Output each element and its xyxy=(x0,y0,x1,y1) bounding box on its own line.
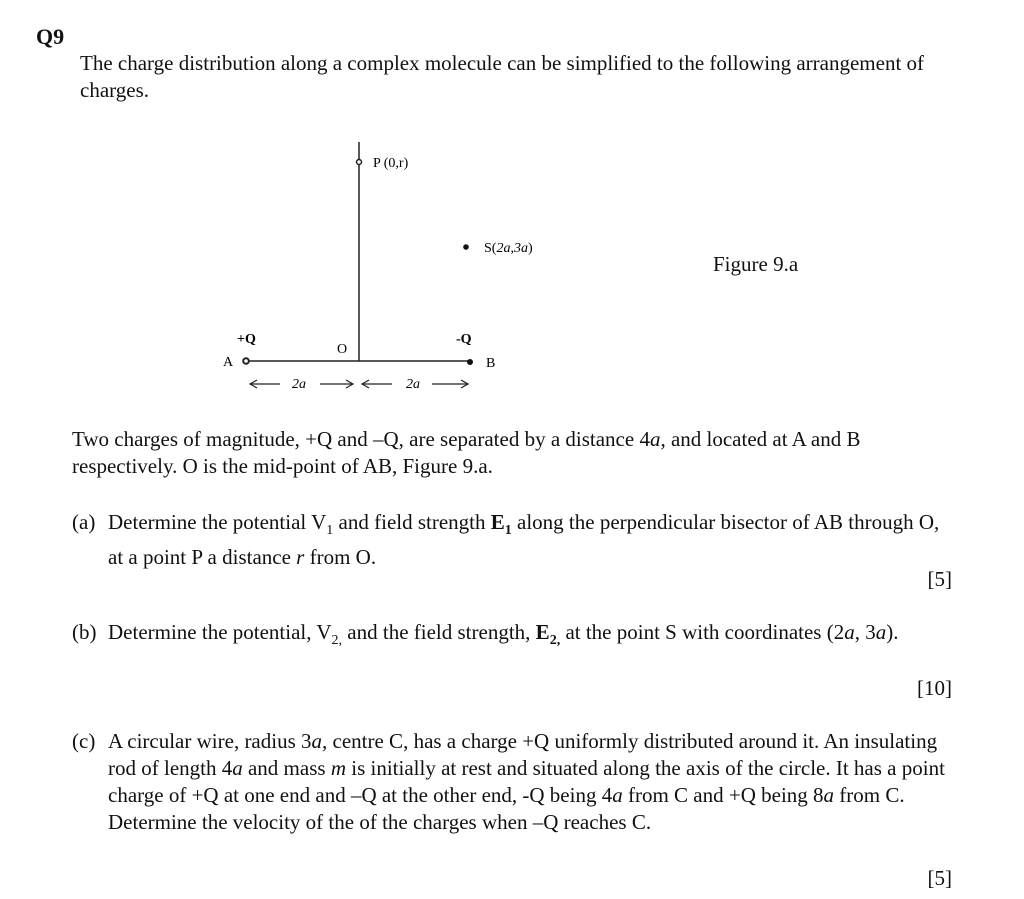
minus-q-label: -Q xyxy=(456,332,472,347)
point-b-label: B xyxy=(486,356,496,371)
point-a-label: A xyxy=(223,355,234,370)
charge-a-marker xyxy=(243,358,249,364)
part-c-marks: [5] xyxy=(927,866,952,890)
description-text: Two charges of magnitude, +Q and –Q, are separated by a distance 4a, and located at A and B respectively. O is the mid-point of AB, Figure 9.a. xyxy=(72,427,861,478)
part-a xyxy=(72,509,952,571)
part-a-label: (a) xyxy=(72,510,96,534)
part-a-marks: [5] xyxy=(927,567,952,591)
plus-q-label: +Q xyxy=(237,332,256,347)
part-c-text: A circular wire, radius 3a, centre C, has a charge +Q uniformly distributed around it. An insulating rod of length 4a and mass m is initially at rest and situated along the axis of the circle. It has a point charge of +Q at one end and –Q at the other end, -Q being 4a from C and +Q being 8a from C. Determine the velocity of the of the charges when –Q reaches C. xyxy=(108,729,945,834)
part-c xyxy=(72,728,952,836)
part-b-text: Determine the potential, $V_{2,}$ and the field strength, $E_{2,}$ at the point S with coordinates (2a, 3a). xyxy=(108,620,899,649)
distance-left-label: 2a xyxy=(292,377,306,392)
part-a-text: Determine the potential $V_1$ and field strength $E_1$ along the perpendicular bisector of AB through O, at a point P a distance r from O. xyxy=(108,510,940,570)
distance-right-label: 2a xyxy=(406,377,420,392)
part-b xyxy=(72,619,952,654)
charge-b-marker xyxy=(467,359,473,365)
point-p-label: P (0,r) xyxy=(373,156,409,171)
figure-caption: Figure 9.a xyxy=(713,252,799,276)
intro-text: The charge distribution along a complex molecule can be simplified to the following arrangement of charges. xyxy=(80,51,925,102)
point-p-marker xyxy=(357,160,362,165)
part-b-marks: [10] xyxy=(917,676,952,700)
part-c-label: (c) xyxy=(72,729,96,753)
question-number: Q9 xyxy=(36,24,65,49)
figure-9a xyxy=(200,130,560,400)
origin-label: O xyxy=(337,342,348,357)
part-b-label: (b) xyxy=(72,620,97,644)
point-s-marker xyxy=(463,244,469,250)
point-s-label: S(2a,3a) xyxy=(484,241,533,256)
